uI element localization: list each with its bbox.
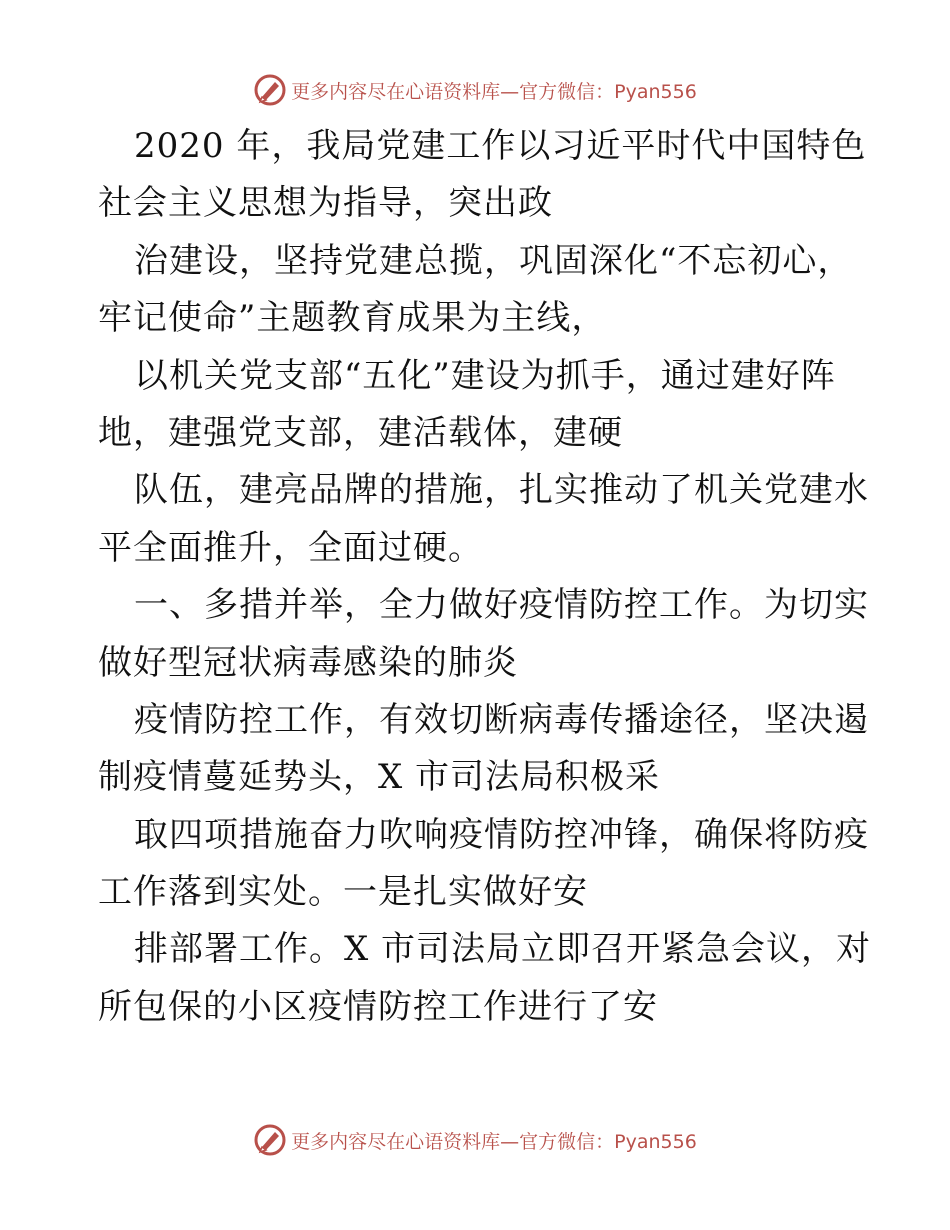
text-line: 一、多措并举，全力做好疫情防控工作。为切实 (134, 585, 869, 626)
document-body (98, 118, 872, 1036)
watermark-footer (0, 1120, 950, 1160)
text-line: 排部署工作。X 市司法局立即召开紧急会议，对 (134, 929, 872, 970)
text-line: 取四项措施奋力吹响疫情防控冲锋，确保将防疫 (134, 814, 869, 855)
text-line: 地，建强党支部，建活载体，建硬 (98, 412, 623, 453)
text-line: 治建设，坚持党建总揽，巩固深化“不忘初心， (134, 240, 853, 281)
pen-logo-icon (253, 73, 287, 107)
text-line: 做好型冠状病毒感染的肺炎 (98, 642, 518, 683)
text-line: 2020 年，我局党建工作以习近平时代中国特色 (134, 126, 867, 166)
watermark-text: 更多内容尽在心语资料库—官方微信：Pyan556 (291, 1130, 697, 1153)
text-line: 平全面推升，全面过硬。 (98, 527, 483, 568)
pen-logo-icon (253, 1123, 287, 1157)
text-line: 疫情防控工作，有效切断病毒传播途径，坚决遏 (134, 699, 869, 740)
watermark-text: 更多内容尽在心语资料库—官方微信：Pyan556 (291, 80, 697, 103)
watermark-header (0, 70, 950, 110)
text-line: 工作落到实处。一是扎实做好安 (98, 872, 588, 913)
text-line: 牢记使命”主题教育成果为主线， (98, 298, 607, 339)
text-line: 制疫情蔓延势头，X 市司法局积极采 (98, 757, 661, 798)
text-line: 所包保的小区疫情防控工作进行了安 (98, 986, 658, 1027)
text-line: 队伍，建亮品牌的措施，扎实推动了机关党建水 (134, 470, 869, 511)
text-line: 社会主义思想为指导，突出政 (98, 183, 553, 224)
text-line: 以机关党支部“五化”建设为抓手，通过建好阵 (134, 355, 836, 396)
